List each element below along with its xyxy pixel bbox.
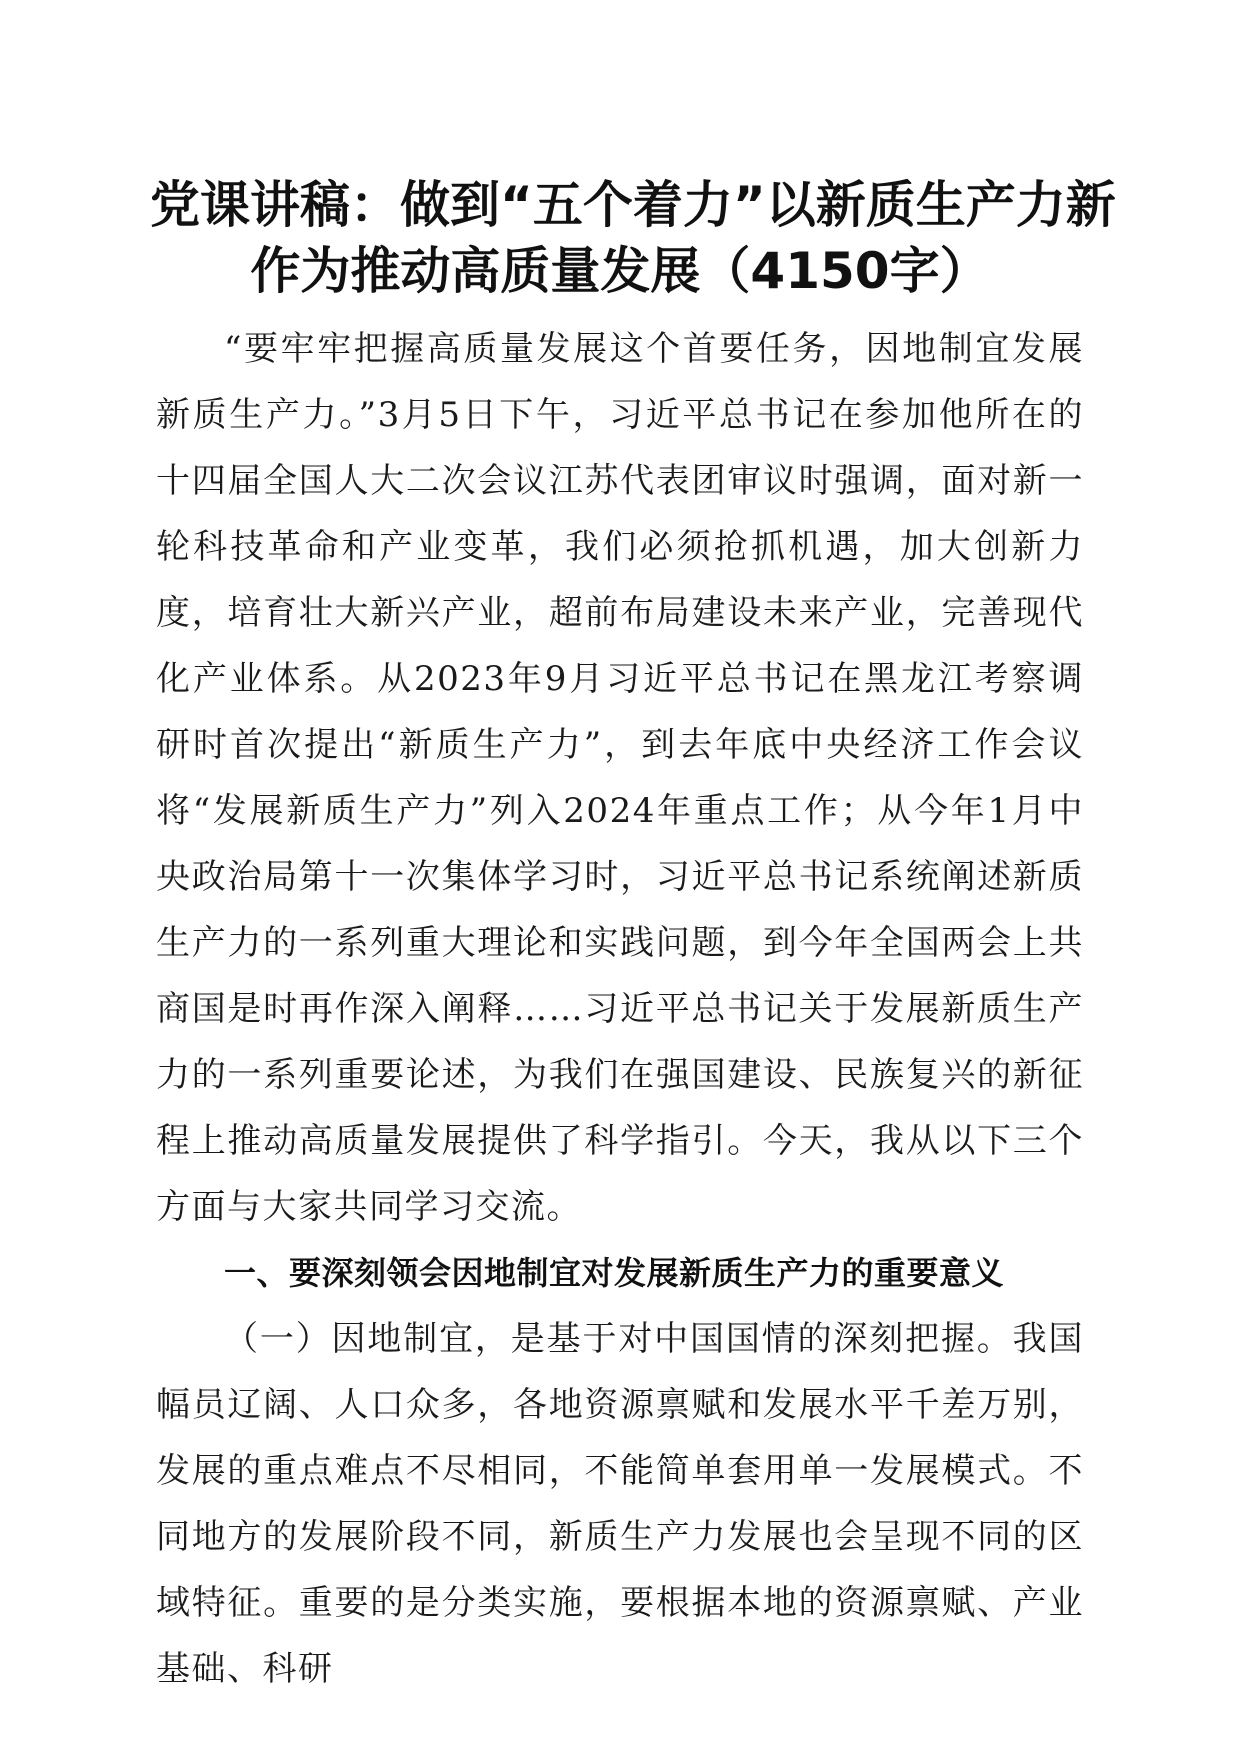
title-line-1: 党课讲稿：做到“五个着力”以新质生产力新 [150, 176, 1116, 234]
title-line-2: 作为推动高质量发展（4150字） [250, 242, 990, 300]
document-title [150, 172, 1116, 304]
document-body [156, 316, 1084, 1702]
section-heading-1: 一、要深刻领会因地制宜对发展新质生产力的重要意义 [224, 1254, 1005, 1292]
intro-paragraph: “要牢牢把握高质量发展这个首要任务，因地制宜发展新质生产力。”3月5日下午，习近平总书记在参加他所在的十四届全国人大二次会议江苏代表团审议时强调，面对新一轮科技革命和产业变革，我们必须抢抓机遇，加大创新力度，培育壮大新兴产业，超前布局建设未来产业，完善现代化产业体系。从2023年9月习近平总书记在黑龙江考察调研时首次提出“新质生产力”，到去年底中央经济工作会议将“发展新质生产力”列入2024年重点工作；从今年1月中央政治局第十一次集体学习时，习近平总书记系统阐述新质生产力的一系列重大理论和实践问题，到今年全国两会上共商国是时再作深入阐释……习近平总书记关于发展新质生产力的一系列重要论述，为我们在强国建设、民族复兴的新征程上推动高质量发展提供了科学指引。今天，我从以下三个方面与大家共同学习交流。 [156, 329, 1084, 1227]
section-1-paragraph-1: （一）因地制宜，是基于对中国国情的深刻把握。我国幅员辽阔、人口众多，各地资源禀赋和发展水平千差万别，发展的重点难点不尽相同，不能简单套用单一发展模式。不同地方的发展阶段不同，新质生产力发展也会呈现不同的区域特征。重要的是分类实施，要根据本地的资源禀赋、产业基础、科研 [156, 1319, 1084, 1689]
